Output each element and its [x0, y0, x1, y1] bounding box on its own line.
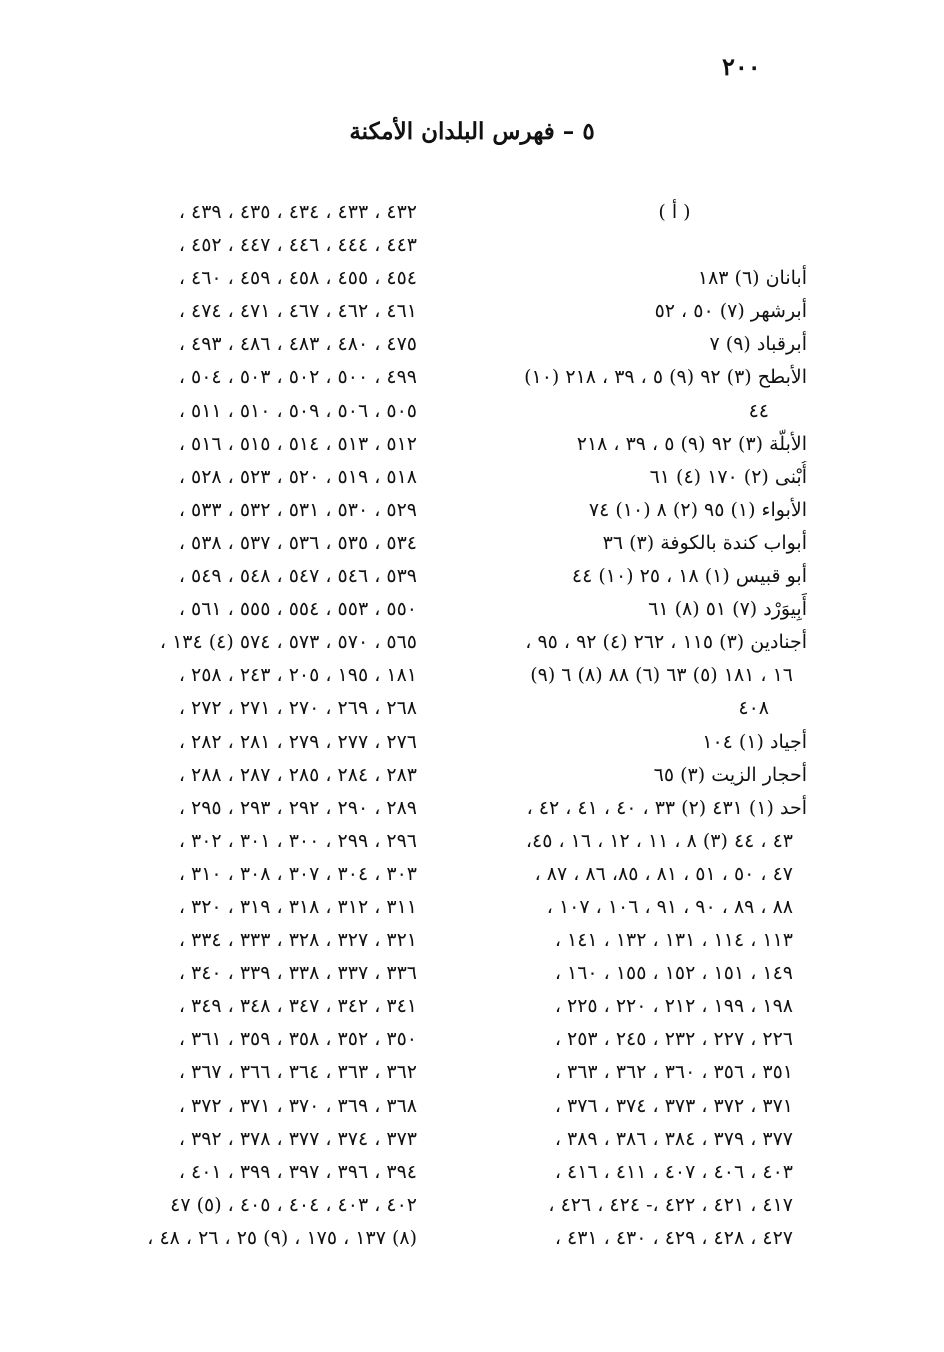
index-entry-line: ٤٦١ ، ٤٦٢ ، ٤٦٧ ، ٤٧١ ، ٤٧٤ ،	[178, 300, 417, 323]
index-entry-line: ١٦ ، ١٨١ (٥) ٦٣ (٦) ٨٨ (٨) ٦ (٩)	[530, 664, 793, 687]
index-entry-line: ٤٩٩ ، ٥٠٠ ، ٥٠٢ ، ٥٠٣ ، ٥٠٤ ،	[178, 366, 417, 389]
page-title: ٥ – فهرس البلدان الأمكنة	[349, 118, 595, 145]
index-entry-line: أبرشهر (٧) ٥٠ ، ٥٢	[654, 300, 807, 323]
index-entry-line: ٤٣ ، ٤٤ (٣) ٨ ، ١١ ، ١٢ ، ١٦ ، ٤٥،	[525, 829, 793, 852]
index-entry-line: ٤٥٤ ، ٤٥٥ ، ٤٥٨ ، ٤٥٩ ، ٤٦٠ ،	[178, 267, 417, 290]
index-entry-line: الأبطح (٣) ٩٢ (٩) ٥ ، ٣٩ ، ٢١٨ (١٠)	[524, 366, 807, 389]
index-entry-line: ٥٦٥ ، ٥٧٠ ، ٥٧٣ ، ٥٧٤ (٤) ١٣٤ ،	[159, 631, 417, 654]
index-entry-line: ٣٠٣ ، ٣٠٤ ، ٣٠٧ ، ٣٠٨ ، ٣١٠ ،	[178, 862, 417, 885]
index-entry-line: ٣٧١ ، ٣٧٢ ، ٣٧٣ ، ٣٧٤ ، ٣٧٦ ،	[554, 1094, 793, 1117]
index-entry-line: (٨) ١٣٧ ، ١٧٥ ، (٩) ٢٥ ، ٢٦ ، ٤٨ ،	[147, 1226, 417, 1249]
index-entry-line: ٥٣٤ ، ٥٣٥ ، ٥٣٦ ، ٥٣٧ ، ٥٣٨ ،	[178, 531, 417, 554]
index-entry-line: ٢٧٦ ، ٢٧٧ ، ٢٧٩ ، ٢٨١ ، ٢٨٢ ،	[178, 730, 417, 753]
index-entry-line: ٣٧٣ ، ٣٧٤ ، ٣٧٧ ، ٣٧٨ ، ٣٩٢ ،	[178, 1127, 417, 1150]
index-entry-line: ١٨١ ، ١٩٥ ، ٢٠٥ ، ٢٤٣ ، ٢٥٨ ،	[178, 664, 417, 687]
index-entry-line: أَبِيوَرْد (٧) ٥١ (٨) ٦١	[648, 598, 807, 621]
index-entry-line: ١١٣ ، ١١٤ ، ١٣١ ، ١٣٢ ، ١٤١ ،	[554, 929, 793, 952]
index-entry-line: ٥١٢ ، ٥١٣ ، ٥١٤ ، ٥١٥ ، ٥١٦ ،	[178, 432, 417, 455]
index-entry-line: ٥٥٠ ، ٥٥٣ ، ٥٥٤ ، ٥٥٥ ، ٥٦١ ،	[178, 598, 417, 621]
index-entry-line: ٤٧ ، ٥٠ ، ٥١ ، ٨١ ، ٨٥، ٨٦ ، ٨٧ ،	[534, 862, 793, 885]
index-entry-line: ٤٢٧ ، ٤٢٨ ، ٤٢٩ ، ٤٣٠ ، ٤٣١ ،	[554, 1226, 793, 1249]
index-entry-line: ٢٦٨ ، ٢٦٩ ، ٢٧٠ ، ٢٧١ ، ٢٧٢ ،	[178, 697, 417, 720]
index-entry-line: ٢٢٦ ، ٢٢٧ ، ٢٣٢ ، ٢٤٥ ، ٢٥٣ ،	[554, 1028, 793, 1051]
index-entry-line: ١٤٩ ، ١٥١ ، ١٥٢ ، ١٥٥ ، ١٦٠ ،	[554, 962, 793, 985]
index-entry-line: ٣١١ ، ٣١٢ ، ٣١٨ ، ٣١٩ ، ٣٢٠ ،	[178, 895, 417, 918]
index-entry-line: أجنادين (٣) ١١٥ ، ٢٦٢ (٤) ٩٢ ، ٩٥ ،	[525, 631, 807, 654]
index-entry-line: ٣٥١ ، ٣٥٦ ، ٣٦٠ ، ٣٦٢ ، ٣٦٣ ،	[554, 1061, 793, 1084]
index-entry-line: ٣٤١ ، ٣٤٢ ، ٣٤٧ ، ٣٤٨ ، ٣٤٩ ،	[178, 995, 417, 1018]
index-entry-line: ٣٩٤ ، ٣٩٦ ، ٣٩٧ ، ٣٩٩ ، ٤٠١ ،	[178, 1160, 417, 1183]
index-entry-line: ٥٣٩ ، ٥٤٦ ، ٥٤٧ ، ٥٤٨ ، ٥٤٩ ،	[178, 565, 417, 588]
index-entry-line: أجياد (١) ١٠٤	[702, 730, 807, 753]
index-entry-line: ٤١٧ ، ٤٢١ ، ٤٢٢ ،- ٤٢٤ ، ٤٢٦ ،	[548, 1193, 793, 1216]
index-entry-line: ٤٠٣ ، ٤٠٦ ، ٤٠٧ ، ٤١١ ، ٤١٦ ،	[554, 1160, 793, 1183]
index-column-right	[462, 196, 807, 1255]
index-entry-line: أحد (١) ٤٣١ (٢) ٣٣ ، ٤٠ ، ٤١ ، ٤٢ ،	[526, 796, 807, 819]
index-entry-line: ٨٨ ، ٨٩ ، ٩٠ ، ٩١ ، ١٠٦ ، ١٠٧ ،	[546, 895, 793, 918]
index-entry-line: أبو قبيس (١) ١٨ ، ٢٥ (١٠) ٤٤	[571, 565, 807, 588]
index-entry-line	[462, 229, 807, 262]
letter-heading: ( أ )	[658, 201, 691, 223]
index-entry-line: ٤٣٢ ، ٤٣٣ ، ٤٣٤ ، ٤٣٥ ، ٤٣٩ ،	[178, 201, 417, 223]
index-entry-line: ٣٢١ ، ٣٢٧ ، ٣٢٨ ، ٣٣٣ ، ٣٣٤ ،	[178, 929, 417, 952]
index-entry-line: ٤٤	[748, 399, 769, 422]
index-entry-line: ٥٢٩ ، ٥٣٠ ، ٥٣١ ، ٥٣٢ ، ٥٣٣ ،	[178, 498, 417, 521]
index-entry-line: الأبلّة (٣) ٩٢ (٩) ٥ ، ٣٩ ، ٢١٨	[576, 432, 807, 455]
index-entry-line: ٣٦٨ ، ٣٦٩ ، ٣٧٠ ، ٣٧١ ، ٣٧٢ ،	[178, 1094, 417, 1117]
index-entry-line: ٥١٨ ، ٥١٩ ، ٥٢٠ ، ٥٢٣ ، ٥٢٨ ،	[178, 465, 417, 488]
index-entry-line: ٤٠٨	[738, 697, 769, 720]
index-entry-line: ٣٦٢ ، ٣٦٣ ، ٣٦٤ ، ٣٦٦ ، ٣٦٧ ،	[178, 1061, 417, 1084]
index-entry-line: ٢٩٦ ، ٢٩٩ ، ٣٠٠ ، ٣٠١ ، ٣٠٢ ،	[178, 829, 417, 852]
index-column-left	[92, 196, 417, 1255]
index-entry-line: ٢٨٩ ، ٢٩٠ ، ٢٩٢ ، ٢٩٣ ، ٢٩٥ ،	[178, 796, 417, 819]
index-entry-line: ٣٣٦ ، ٣٣٧ ، ٣٣٨ ، ٣٣٩ ، ٣٤٠ ،	[178, 962, 417, 985]
index-entry-line: أبانان (٦) ١٨٣	[697, 267, 807, 290]
index-entry-line: الأبواء (١) ٩٥ (٢) ٨ (١٠) ٧٤	[588, 498, 807, 521]
index-entry-line: ٤٤٣ ، ٤٤٤ ، ٤٤٦ ، ٤٤٧ ، ٤٥٢ ،	[178, 234, 417, 257]
index-entry-line: ٢٨٣ ، ٢٨٤ ، ٢٨٥ ، ٢٨٧ ، ٢٨٨ ،	[178, 763, 417, 786]
page-number: ٢٠٠	[722, 52, 761, 81]
index-entry-line: أُبْنى (٢) ١٧٠ (٤) ٦١	[649, 465, 807, 488]
index-entry-line: ١٩٨ ، ١٩٩ ، ٢١٢ ، ٢٢٠ ، ٢٢٥ ،	[554, 995, 793, 1018]
index-entry-line: أبواب كندة بالكوفة (٣) ٣٦	[602, 531, 807, 554]
index-entry-line: ٥٠٥ ، ٥٠٦ ، ٥٠٩ ، ٥١٠ ، ٥١١ ،	[178, 399, 417, 422]
index-entry-line: ٣٧٧ ، ٣٧٩ ، ٣٨٤ ، ٣٨٦ ، ٣٨٩ ،	[554, 1127, 793, 1150]
index-entry-line: ٤٠٢ ، ٤٠٣ ، ٤٠٤ ، ٤٠٥ ، (٥) ٤٧	[170, 1193, 417, 1216]
index-entry-line: أبرقباد (٩) ٧	[709, 333, 807, 356]
index-entry-line: ٣٥٠ ، ٣٥٢ ، ٣٥٨ ، ٣٥٩ ، ٣٦١ ،	[178, 1028, 417, 1051]
index-entry-line: ٤٧٥ ، ٤٨٠ ، ٤٨٣ ، ٤٨٦ ، ٤٩٣ ،	[178, 333, 417, 356]
index-entry-line: أحجار الزيت (٣) ٦٥	[653, 763, 807, 786]
